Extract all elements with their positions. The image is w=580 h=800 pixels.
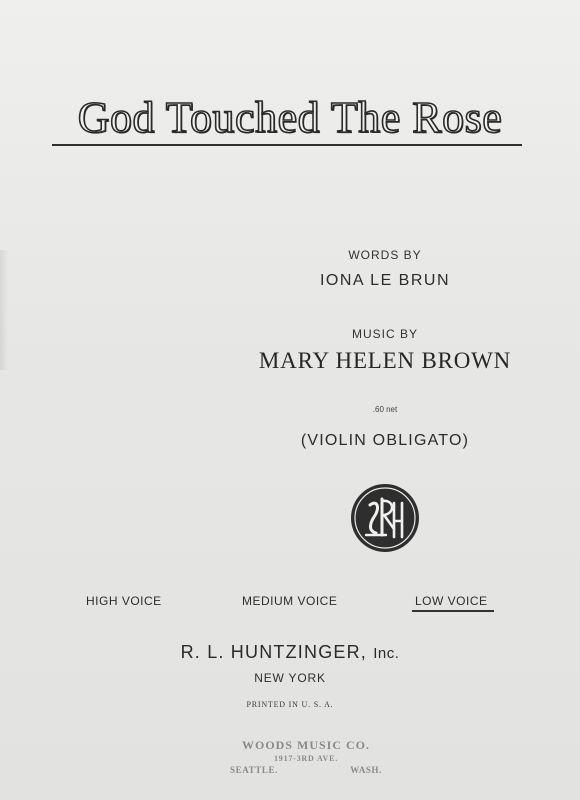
lyricist-name: IONA LE BRUN [319, 272, 451, 289]
composer-name: MARY HELEN BROWN [258, 348, 512, 373]
printed-in-note: PRINTED IN U. S. A. [246, 700, 334, 709]
dealer-location [226, 765, 386, 775]
dealer-state: WASH. [350, 765, 382, 775]
dealer-stamp [226, 738, 386, 775]
price-label: .60 net [372, 405, 398, 414]
publisher-city: NEW YORK [254, 671, 326, 685]
song-title: God Touched The Rose [77, 93, 503, 142]
dealer-city: SEATTLE. [230, 765, 278, 775]
music-by-label: MUSIC BY [351, 327, 418, 341]
dealer-name: WOODS MUSIC CO. [241, 738, 370, 752]
voice-option-high: HIGH VOICE [86, 594, 162, 608]
dealer-address: 1917-3RD AVE. [273, 754, 339, 763]
title-underline [52, 144, 522, 146]
publisher-line [100, 642, 480, 663]
selected-voice-underline [412, 610, 494, 612]
paper-edge-wear [0, 250, 8, 370]
words-by-label: WORDS BY [348, 248, 422, 262]
publisher-name: R. L. HUNTZINGER, [180, 642, 368, 662]
voice-option-low: LOW VOICE [415, 594, 488, 608]
arrangement-label: (VIOLIN OBLIGATO) [300, 432, 470, 449]
voice-option-medium: MEDIUM VOICE [242, 594, 338, 608]
publisher-suffix: Inc. [373, 645, 400, 662]
publisher-logo-icon [350, 483, 420, 553]
